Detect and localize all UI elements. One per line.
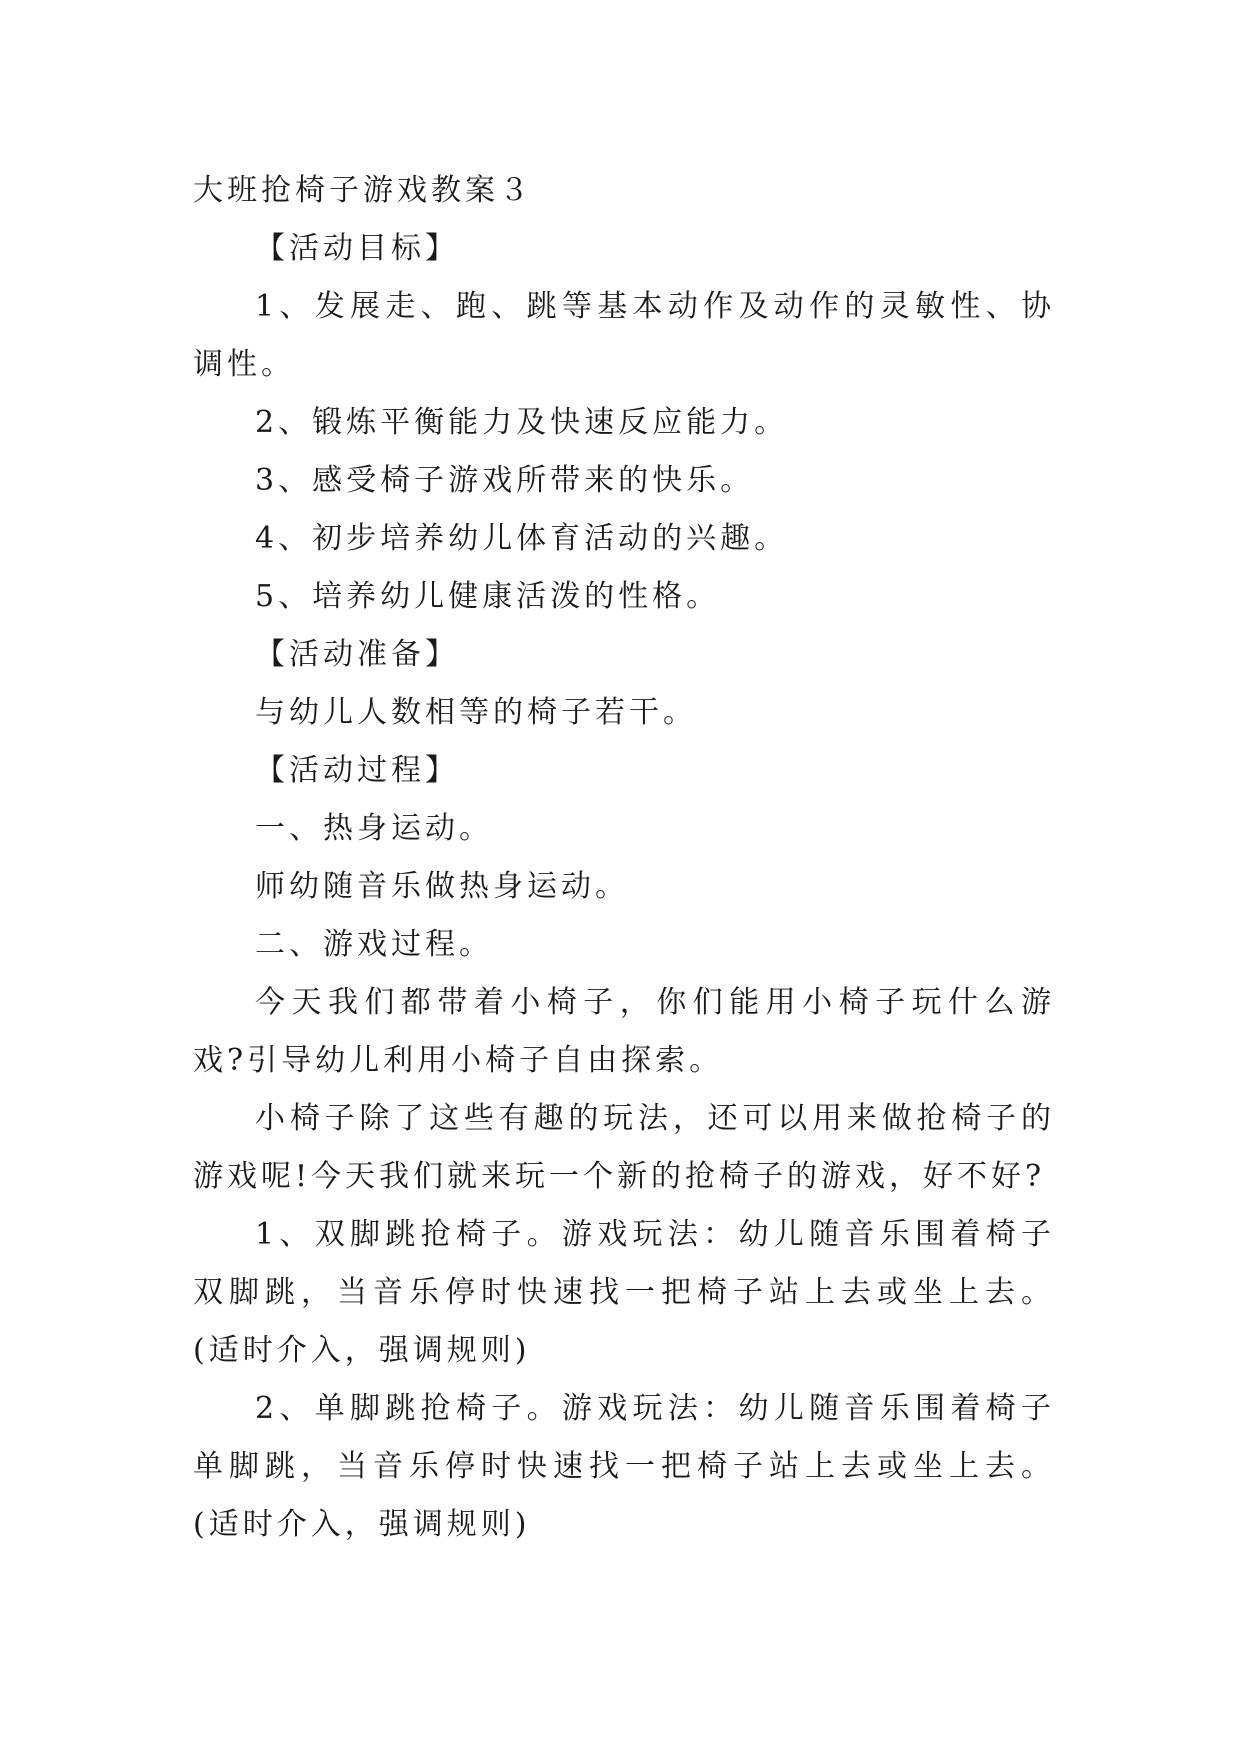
goal-item-1: 1、发展走、跑、跳等基本动作及动作的灵敏性、协调性。 [193,289,1055,382]
document-body [193,162,1055,1554]
process-step-game: 二、游戏过程。 [255,927,493,962]
document-title: 大班抢椅子游戏教案３ [193,173,533,208]
game-new-game-text: 小椅子除了这些有趣的玩法，还可以用来做抢椅子的游戏呢!今天我们就来玩一个新的抢椅子的游戏，好不好? [193,1101,1055,1194]
goal-item-3: 3、感受椅子游戏所带来的快乐。 [255,463,755,498]
game-rule-double-foot: 1、双脚跳抢椅子。游戏玩法：幼儿随音乐围着椅子双脚跳，当音乐停时快速找一把椅子站上去或坐上去。(适时介入，强调规则) [193,1217,1055,1368]
game-rule-single-foot: 2、单脚跳抢椅子。游戏玩法：幼儿随音乐围着椅子单脚跳，当音乐停时快速找一把椅子站上去或坐上去。(适时介入，强调规则) [193,1391,1055,1542]
goal-item-5: 5、培养幼儿健康活泼的性格。 [255,579,721,614]
goal-item-2: 2、锻炼平衡能力及快速反应能力。 [255,405,789,440]
section-heading-preparation: 【活动准备】 [255,637,459,672]
process-step-warmup: 一、热身运动。 [255,811,493,846]
goal-item-4: 4、初步培养幼儿体育活动的兴趣。 [255,521,789,556]
warmup-text: 师幼随音乐做热身运动。 [255,869,629,904]
section-heading-goals: 【活动目标】 [255,231,459,266]
game-intro-text: 今天我们都带着小椅子，你们能用小椅子玩什么游戏?引导幼儿利用小椅子自由探索。 [193,985,1055,1078]
preparation-text: 与幼儿人数相等的椅子若干。 [255,695,697,730]
section-heading-process: 【活动过程】 [255,753,459,788]
